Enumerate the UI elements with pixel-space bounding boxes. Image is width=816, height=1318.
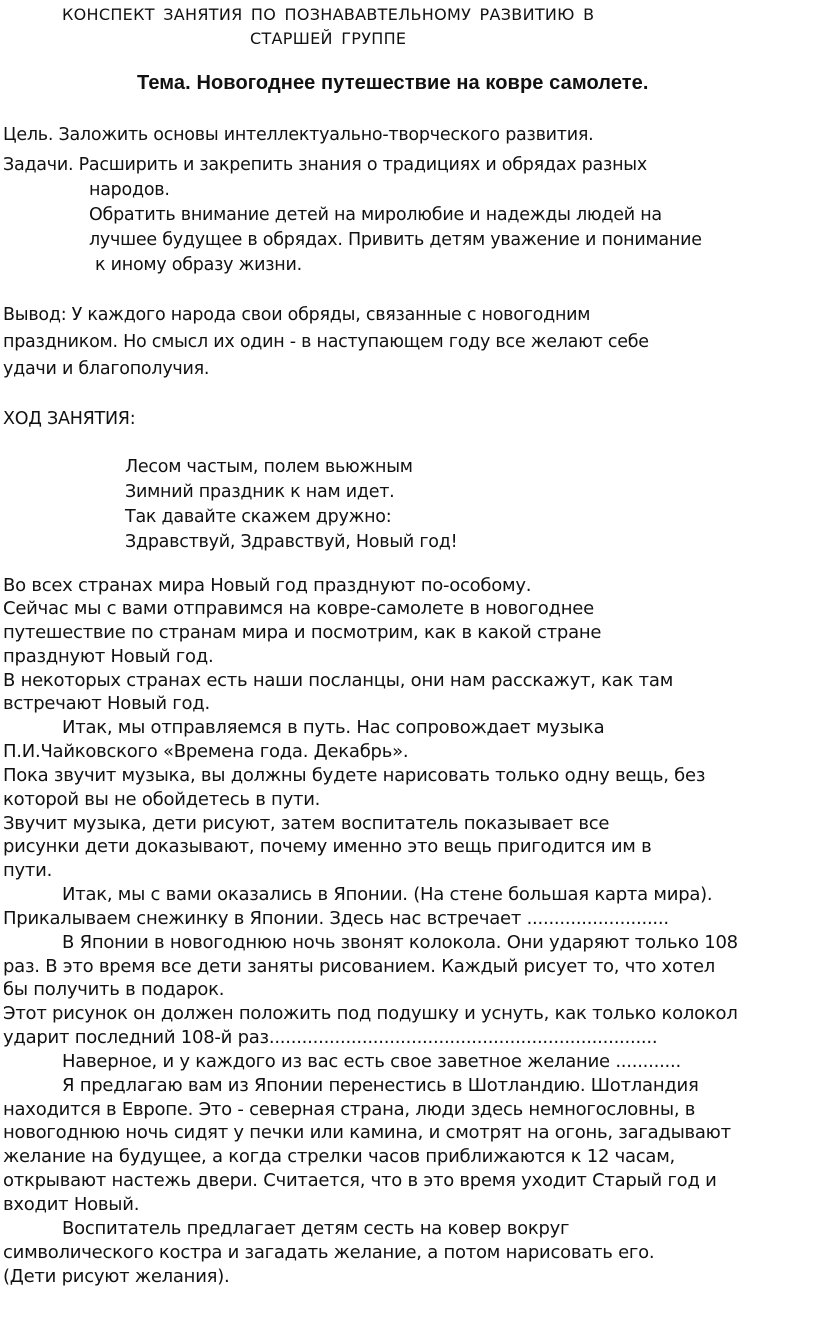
tasks-line: к иному образу жизни. <box>95 255 302 275</box>
body-line: встречают Новый год. <box>3 693 210 714</box>
body-line: Итак, мы с вами оказались в Японии. (На стене большая карта мира). <box>62 884 713 905</box>
body-line: входит Новый. <box>3 1194 140 1215</box>
poem-line: Лесом частым, полем вьюжным <box>125 457 413 477</box>
tasks-line: Задачи. Расширить и закрепить знания о традициях и обрядах разных <box>3 155 647 175</box>
conclusion-line: удачи и благополучия. <box>3 359 210 379</box>
body-line: пути. <box>3 860 53 881</box>
lesson-topic: Тема. Новогоднее путешествие на ковре самолете. <box>137 72 649 94</box>
tasks-line: народов. <box>89 180 170 200</box>
body-line: П.И.Чайковского «Времена года. Декабрь». <box>3 741 409 762</box>
header-line-1: КОНСПЕКТ ЗАНЯТИЯ ПО ПОЗНАВАВТЕЛЬНОМУ РАЗВИТИЮ В <box>62 5 595 24</box>
body-line: путешествие по странам мира и посмотрим, как в какой стране <box>3 622 602 643</box>
body-line: Звучит музыка, дети рисуют, затем воспитатель показывает все <box>3 813 610 834</box>
body-line: Во всех странах мира Новый год празднуют по-особому. <box>3 575 532 596</box>
tasks-line: Обратить внимание детей на миролюбие и надежды людей на <box>89 205 662 225</box>
body-line: Сейчас мы с вами отправимся на ковре-самолете в новогоднее <box>3 598 594 619</box>
body-line: Воспитатель предлагает детям сесть на ковер вокруг <box>62 1218 570 1239</box>
body-line: раз. В это время все дети заняты рисованием. Каждый рисует то, что хотел <box>3 956 716 977</box>
body-line: бы получить в подарок. <box>3 979 225 1000</box>
body-line: желание на будущее, а когда стрелки часов приближаются к 12 часам, <box>3 1146 676 1167</box>
goal-text: Цель. Заложить основы интеллектуально-творческого развития. <box>3 125 594 145</box>
body-line: Наверное, и у каждого из вас есть свое заветное желание ............ <box>62 1051 681 1072</box>
body-line: новогоднюю ночь сидят у печки или камина, и смотрят на огонь, загадывают <box>3 1122 731 1143</box>
header-line-2: СТАРШЕЙ ГРУППЕ <box>250 29 407 48</box>
body-line: ударит последний 108-й раз....................................................................... <box>3 1027 658 1048</box>
body-line: находится в Европе. Это - северная страна, люди здесь немногословны, в <box>3 1099 696 1120</box>
body-line: В некоторых странах есть наши посланцы, они нам расскажут, как там <box>3 670 674 691</box>
body-line: Я предлагаю вам из Японии перенестись в Шотландию. Шотландия <box>62 1075 699 1096</box>
body-line: празднуют Новый год. <box>3 646 214 667</box>
body-line: Пока звучит музыка, вы должны будете нарисовать только одну вещь, без <box>3 765 706 786</box>
poem-line: Так давайте скажем дружно: <box>125 507 392 527</box>
tasks-line: лучшее будущее в обрядах. Привить детям уважение и понимание <box>89 230 702 250</box>
procedure-title: ХОД ЗАНЯТИЯ: <box>3 409 136 429</box>
body-line: символического костра и загадать желание, а потом нарисовать его. <box>3 1242 655 1263</box>
conclusion-line: Вывод: У каждого народа свои обряды, связанные с новогодним <box>3 305 591 325</box>
body-line: Этот рисунок он должен положить под подушку и уснуть, как только колокол <box>3 1003 738 1024</box>
body-line: (Дети рисуют желания). <box>3 1266 230 1287</box>
body-line: которой вы не обойдетесь в пути. <box>3 789 321 810</box>
body-line: Прикалываем снежинку в Японии. Здесь нас встречает .......................... <box>3 908 669 929</box>
conclusion-line: праздником. Но смысл их один - в наступающем году все желают себе <box>3 332 649 352</box>
poem-line: Здравствуй, Здравствуй, Новый год! <box>125 532 458 552</box>
body-line: В Японии в новогоднюю ночь звонят колокола. Они ударяют только 108 <box>62 932 738 953</box>
body-line: открывают настежь двери. Считается, что в это время уходит Старый год и <box>3 1170 717 1191</box>
body-line: Итак, мы отправляемся в путь. Нас сопровождает музыка <box>62 717 605 738</box>
body-line: рисунки дети доказывают, почему именно это вещь пригодится им в <box>3 836 652 857</box>
poem-line: Зимний праздник к нам идет. <box>125 482 395 502</box>
